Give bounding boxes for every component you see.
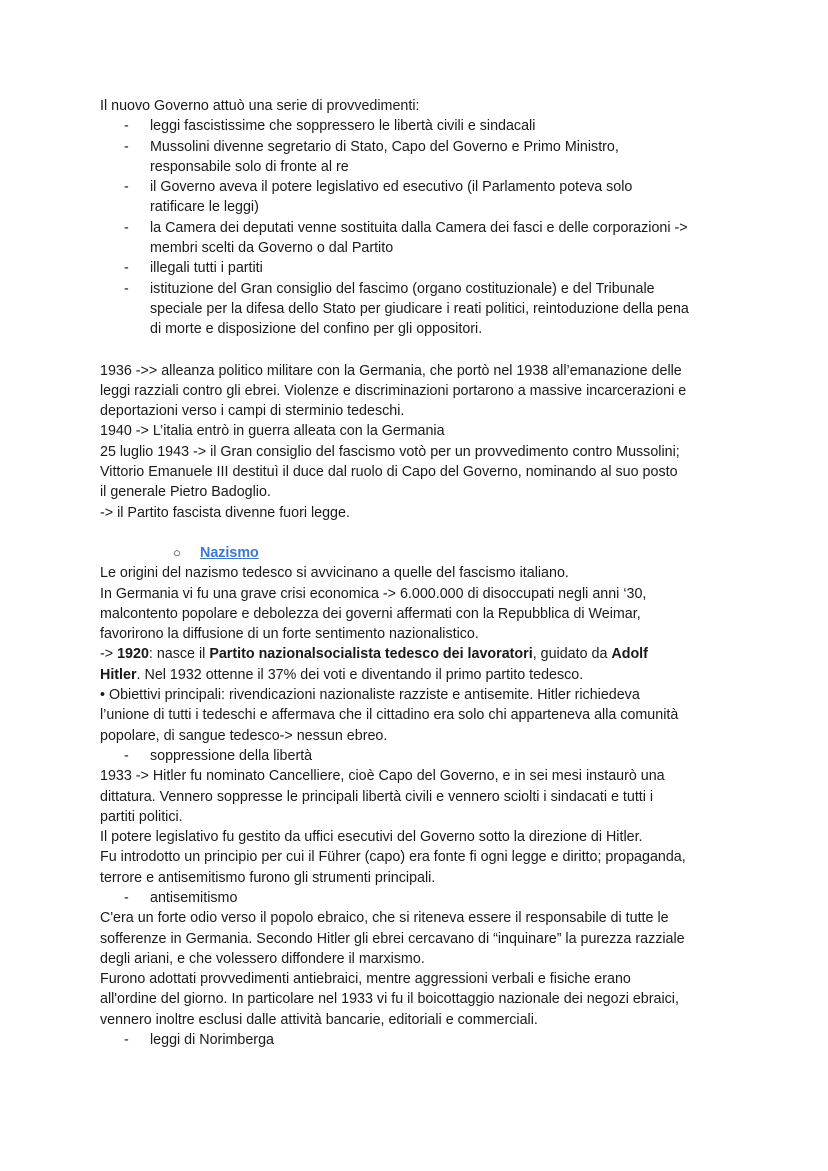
list-item-line: illegali tutti i partiti — [150, 260, 263, 277]
list-item-line: Mussolini divenne segretario di Stato, Capo del Governo e Primo Ministro, — [150, 138, 619, 155]
text-line: 1940 -> L’italia entrò in guerra alleata con la Germania — [100, 423, 445, 440]
document-page — [100, 96, 740, 1050]
sub-item-label: soppressione della libertà — [150, 747, 313, 764]
list-item — [100, 279, 740, 340]
dash-bullet: - — [124, 138, 129, 155]
text-line: il generale Pietro Badoglio. — [100, 484, 271, 501]
text-line: vennero inoltre esclusi dalle attività bancarie, editoriali e commerciali. — [100, 1011, 538, 1028]
spacer — [100, 523, 740, 543]
text-line: 1936 ->> alleanza politico militare con la Germania, che portò nel 1938 all’emanazione delle — [100, 362, 682, 379]
text-line: Il potere legislativo fu gestito da uffici esecutivi del Governo sotto la direzione di Hitler. — [100, 829, 643, 846]
dash-bullet: - — [124, 280, 129, 297]
year-1920: 1920 — [117, 646, 149, 663]
dash-bullet: - — [124, 118, 129, 135]
sub-item-antisemitismo — [100, 888, 740, 908]
list-item-line: istituzione del Gran consiglio del fascimo (organo costituzionale) e del Tribunale — [150, 280, 655, 297]
text-line: 1933 -> Hitler fu nominato Cancelliere, cioè Capo del Governo, e in sei mesi instaurò una — [100, 768, 665, 785]
text-line: 25 luglio 1943 -> il Gran consiglio del fascismo votò per un provvedimento contro Mussolini; — [100, 443, 680, 460]
hitler-name: Hitler — [100, 666, 137, 683]
dash-bullet: - — [124, 219, 129, 236]
text-line: l’unione di tutti i tedeschi e affermava che il cittadino era solo chi apparteneva alla comunità — [100, 707, 679, 724]
arrow-text: -> — [100, 646, 118, 663]
text-line: dittatura. Vennero soppresse le principali libertà civili e vennero sciolti i sindacati e tutti i — [100, 788, 654, 805]
text-line: all'ordine del giorno. In particolare nel 1933 vi fu il boicottaggio nazionale dei negozi ebraici, — [100, 991, 679, 1008]
circle-bullet-icon: ○ — [173, 544, 181, 560]
text-line: sofferenze in Germania. Secondo Hitler gli ebrei cercavano di “inquinare” la purezza razziale — [100, 930, 685, 947]
nazismo-title[interactable]: Nazismo — [200, 544, 259, 561]
list-item-line: il Governo aveva il potere legislativo ed esecutivo (il Parlamento poteva solo — [150, 179, 633, 196]
hitler-line — [100, 665, 740, 685]
text-line: partiti politici. — [100, 808, 183, 825]
nazismo-intro — [100, 563, 740, 644]
text-line: favorirono la diffusione di un forte sentimento nazionalistico. — [100, 626, 479, 643]
text-line: Vittorio Emanuele III destituì il duce dal ruolo di Capo del Governo, nominando al suo posto — [100, 464, 678, 481]
text-line: malcontento popolare e debolezza dei governi affermati con la Repubblica di Weimar, — [100, 605, 641, 622]
list-item — [100, 137, 740, 178]
spacer — [100, 340, 740, 361]
text-line: Furono adottati provvedimenti antiebraici, mentre aggressioni verbali e fisiche erano — [100, 971, 631, 988]
dash-bullet: - — [124, 179, 129, 196]
sub-item-label: antisemitismo — [150, 889, 238, 906]
text-line: C'era un forte odio verso il popolo ebraico, che si riteneva essere il responsabile di tutte le — [100, 910, 669, 927]
text-line: In Germania vi fu una grave crisi economica -> 6.000.000 di disoccupati negli anni ‘30, — [100, 585, 647, 602]
soppressione-paragraph — [100, 766, 740, 888]
list-item — [100, 218, 740, 259]
sub-item-soppressione — [100, 746, 740, 766]
text-line: degli ariani, e che volessero diffondere il marxismo. — [100, 950, 425, 967]
party-text-2: , guidato da — [532, 646, 612, 663]
section2-paragraph — [100, 361, 740, 523]
objectives-paragraph — [100, 685, 740, 746]
list-item-line: leggi fascistissime che soppressero le libertà civili e sindacali — [150, 118, 536, 135]
text-line: Fu introdotto un principio per cui il Führer (capo) era fonte fi ogni legge e diritto; propaganda, — [100, 849, 686, 866]
dash-bullet: - — [124, 1032, 129, 1049]
party-text: : nasce il — [148, 646, 210, 663]
party-line — [100, 644, 740, 664]
list-item — [100, 116, 740, 136]
nazismo-heading — [100, 543, 740, 563]
dash-bullet: - — [124, 260, 129, 277]
dash-bullet: - — [124, 747, 129, 764]
list-item-line: la Camera dei deputati venne sostituita dalla Camera dei fasci e delle corporazioni -> — [150, 219, 688, 236]
section1-intro: Il nuovo Governo attuò una serie di provvedimenti: — [100, 98, 420, 114]
list-item-line: responsabile solo di fronte al re — [150, 158, 349, 175]
sub-item-label: leggi di Norimberga — [150, 1032, 274, 1049]
text-line: deportazioni verso i campi di sterminio tedeschi. — [100, 403, 405, 420]
list-item-line: speciale per la difesa dello Stato per giudicare i reati politici, reintoduzione della pena — [150, 300, 689, 317]
list-item-line: di morte e disposizione del confino per gli oppositori. — [150, 321, 483, 338]
list-item-line: ratificare le leggi) — [150, 199, 259, 216]
list-item — [100, 258, 740, 278]
text-line: leggi razziali contro gli ebrei. Violenze e discriminazioni portarono a massive incarcerazioni e — [100, 382, 687, 399]
sub-item-norimberga — [100, 1030, 740, 1050]
text-line: terrore e antisemitismo furono gli strumenti principali. — [100, 869, 436, 886]
party-name: Partito nazionalsocialista tedesco dei lavoratori — [209, 646, 533, 663]
adolf-name: Adolf — [611, 646, 648, 663]
hitler-text: . Nel 1932 ottenne il 37% dei voti e diventando il primo partito tedesco. — [136, 666, 584, 683]
antisemitismo-paragraph — [100, 908, 740, 1030]
text-line: Le origini del nazismo tedesco si avvicinano a quelle del fascismo italiano. — [100, 565, 569, 582]
text-line: -> il Partito fascista divenne fuori legge. — [100, 504, 350, 521]
text-line: • Obiettivi principali: rivendicazioni nazionaliste razziste e antisemite. Hitler richiedeva — [100, 687, 640, 704]
list-item — [100, 177, 740, 218]
dash-bullet: - — [124, 889, 129, 906]
list-item-line: membri scelti da Governo o dal Partito — [150, 240, 394, 257]
measures-list — [100, 116, 740, 339]
text-line: popolare, di sangue tedesco-> nessun ebreo. — [100, 727, 388, 744]
